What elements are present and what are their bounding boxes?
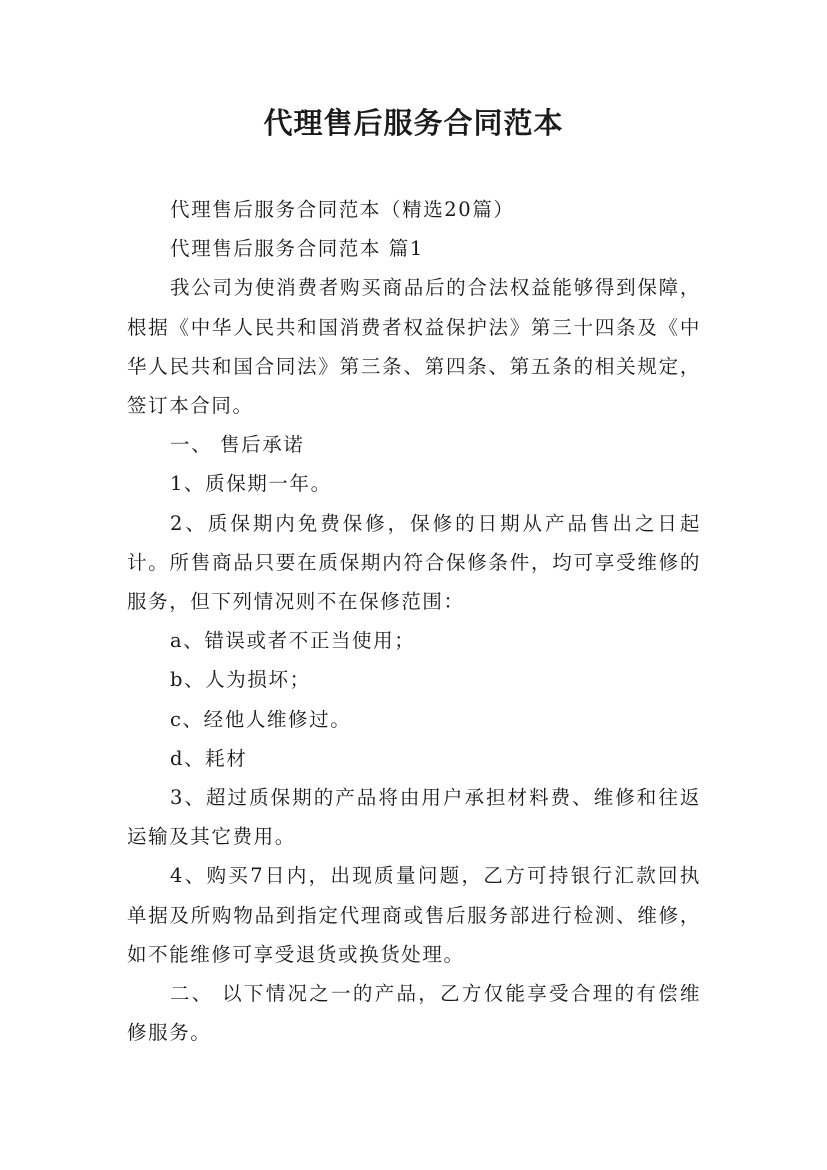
clause-4: 4、购买7日内，出现质量问题，乙方可持银行汇款回执单据及所购物品到指定代理商或售后服务部进行检测、维修，如不能维修可享受退货或换货处理。 <box>127 864 701 966</box>
clause-2a: a、错误或者不正当使用； <box>170 629 416 653</box>
clause-2c: c、经他人维修过。 <box>170 707 352 731</box>
paragraph-intro: 我公司为使消费者购买商品后的合法权益能够得到保障，根据《中华人民共和国消费者权益保护法》第三十四条及《中华人民共和国合同法》第三条、第四条、第五条的相关规定，签订本合同。 <box>127 276 701 418</box>
clause-1: 1、质保期一年。 <box>170 472 332 496</box>
section-heading-after-sales: 一、 售后承诺 <box>170 433 305 457</box>
clause-2: 2、质保期内免费保修，保修的日期从产品售出之日起计。所售商品只要在质保期内符合保修条件，均可享受维修的服务，但下列情况则不在保修范围： <box>127 511 701 614</box>
paragraph-heading-article-1: 代理售后服务合同范本 篇1 <box>170 237 424 261</box>
clause-2b: b、人为损坏； <box>170 668 311 692</box>
section-heading-paid-repair: 二、 以下情况之一的产品，乙方仅能享受合理的有偿维修服务。 <box>127 982 701 1045</box>
document-body <box>127 190 701 1052</box>
document-title: 代理售后服务合同范本 <box>263 106 564 140</box>
paragraph-heading-collection: 代理售后服务合同范本（精选20篇） <box>170 198 515 221</box>
clause-2d: d、耗材 <box>170 746 248 770</box>
clause-3: 3、超过质保期的产品将由用户承担材料费、维修和往返运输及其它费用。 <box>127 786 701 849</box>
